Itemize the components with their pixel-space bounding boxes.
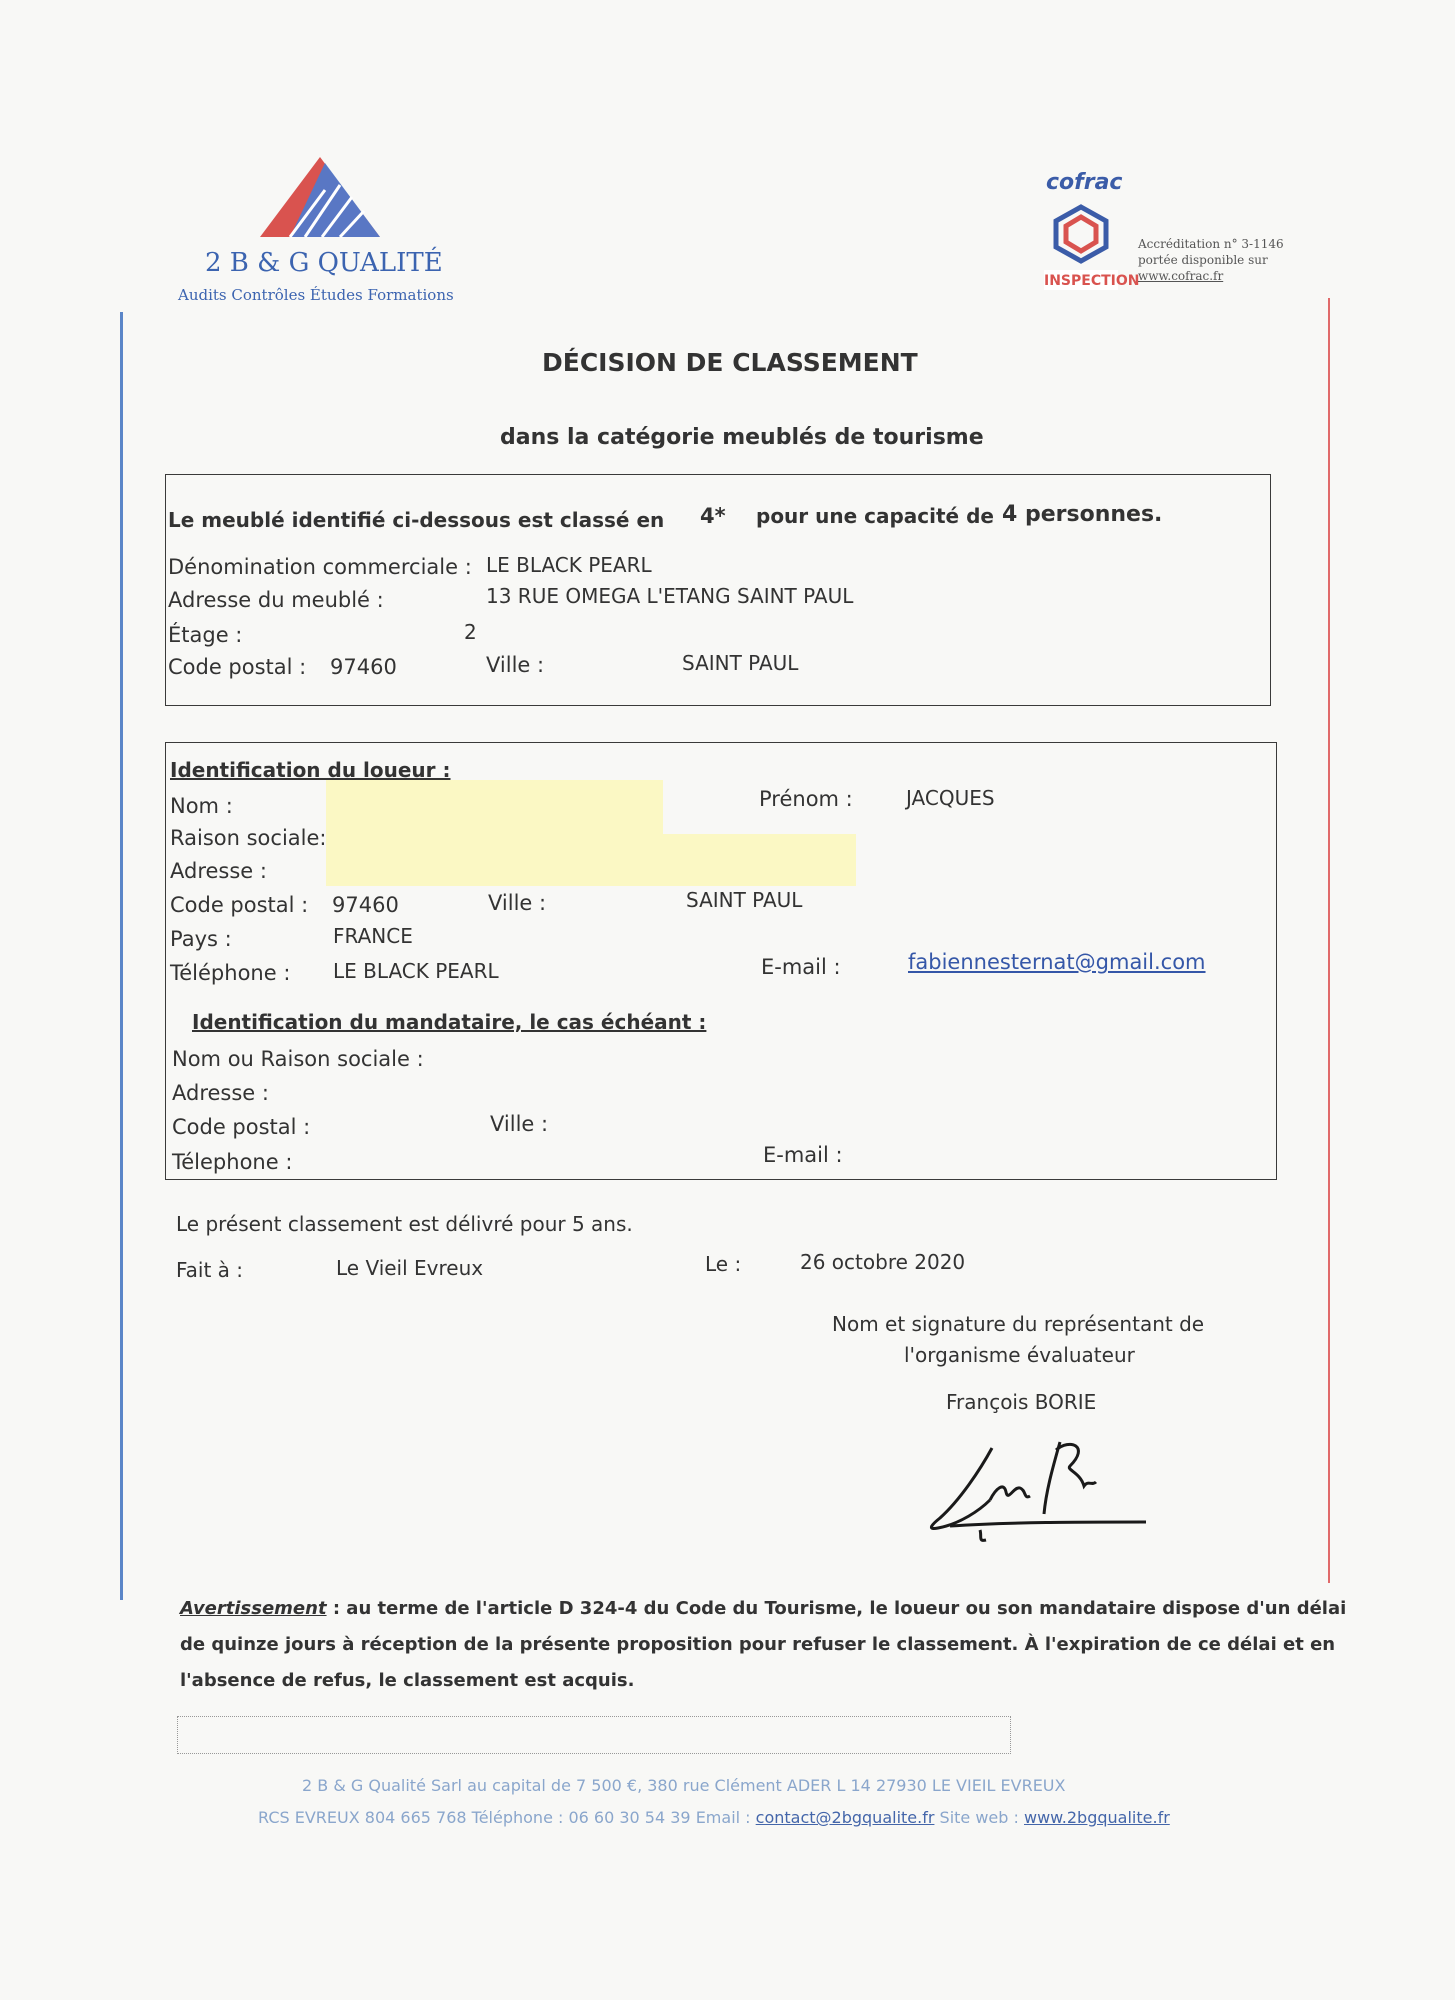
capacity-label: pour une capacité de [756, 504, 994, 528]
warning-line1 [180, 1598, 1346, 1619]
accreditation-link[interactable]: www.cofrac.fr [1138, 269, 1224, 283]
warning-text-1: : au terme de l'article D 324-4 du Code du Tourisme, le loueur ou son mandataire dispose d'un délai [326, 1598, 1347, 1619]
signatory-name: François BORIE [946, 1390, 1097, 1414]
agent-email-label: E-mail : [763, 1143, 843, 1167]
landlord-country-label: Pays : [170, 927, 232, 951]
triangle-logo-icon [250, 155, 390, 240]
cofrac-inspection-label: INSPECTION [1044, 273, 1140, 289]
footer-rcs-phone: RCS EVREUX 804 665 768 Téléphone : 06 60 30 54 39 Email : [258, 1808, 751, 1827]
footer-web-label: Site web : [939, 1808, 1019, 1827]
city-value: SAINT PAUL [682, 651, 799, 675]
agent-address-label: Adresse : [172, 1081, 269, 1105]
footer-line2 [258, 1808, 1170, 1827]
agent-city-label: Ville : [490, 1112, 549, 1136]
denomination-value: LE BLACK PEARL [486, 553, 652, 577]
cofrac-logo-text: cofrac [1046, 170, 1123, 195]
denomination-label: Dénomination commerciale : [168, 555, 472, 579]
landlord-email-label: E-mail : [761, 955, 841, 979]
landlord-address-label: Adresse : [170, 859, 267, 883]
cofrac-emblem-icon [1048, 203, 1114, 265]
warning-label: Avertissement [180, 1598, 327, 1619]
agent-postal-label: Code postal : [172, 1115, 311, 1139]
classification-lead: Le meublé identifié ci-dessous est classé en [168, 508, 665, 532]
warning-line3: l'absence de refus, le classement est acquis. [180, 1670, 635, 1691]
made-at-label: Fait à : [176, 1258, 244, 1282]
right-red-rule [1328, 298, 1330, 1583]
landlord-city-label: Ville : [488, 891, 547, 915]
floor-value: 2 [464, 620, 477, 644]
landlord-country-value: FRANCE [333, 924, 413, 948]
signature-caption-line1: Nom et signature du représentant de [832, 1312, 1205, 1336]
postal-label: Code postal : [168, 655, 307, 679]
postal-value: 97460 [330, 655, 397, 679]
landlord-company-label: Raison sociale: [170, 826, 327, 850]
page-subtitle: dans la catégorie meublés de tourisme [500, 425, 984, 450]
signature-caption-line2: l'organisme évaluateur [904, 1343, 1135, 1367]
floor-label: Étage : [168, 623, 243, 647]
handwritten-signature [920, 1430, 1150, 1550]
landlord-phone-label: Téléphone : [170, 961, 291, 985]
made-at-value: Le Vieil Evreux [336, 1256, 484, 1280]
warning-line2: de quinze jours à réception de la présente proposition pour refuser le classement. À l'expiration de ce délai et en [180, 1634, 1336, 1655]
footer-website-link[interactable]: www.2bgqualite.fr [1024, 1808, 1170, 1827]
city-label: Ville : [486, 653, 545, 677]
classification-stars: 4* [700, 504, 726, 528]
address-label: Adresse du meublé : [168, 588, 384, 612]
landlord-phone-value: LE BLACK PEARL [333, 959, 499, 983]
landlord-city-value: SAINT PAUL [686, 888, 803, 912]
page-title: DÉCISION DE CLASSEMENT [542, 348, 918, 377]
cofrac-inspection-band [1044, 270, 1140, 290]
landlord-firstname-value: JACQUES [906, 786, 995, 810]
landlord-firstname-label: Prénom : [759, 787, 853, 811]
agent-heading: Identification du mandataire, le cas échéant : [192, 1010, 707, 1034]
landlord-postal-label: Code postal : [170, 893, 309, 917]
landlord-heading: Identification du loueur : [170, 758, 451, 782]
accreditation-line2: portée disponible sur [1138, 253, 1268, 267]
capacity-value: 4 personnes. [1002, 502, 1163, 527]
left-blue-rule [120, 312, 123, 1600]
landlord-email-link[interactable]: fabiennesternat@gmail.com [908, 950, 1206, 974]
validity-text: Le présent classement est délivré pour 5 ans. [176, 1212, 633, 1236]
date-value: 26 octobre 2020 [800, 1250, 966, 1274]
landlord-name-label: Nom : [170, 794, 233, 818]
company-name: 2 B & G QUALITÉ [205, 248, 443, 278]
footer-line1: 2 B & G Qualité Sarl au capital de 7 500 €, 380 rue Clément ADER L 14 27930 LE VIEIL EVREUX [302, 1776, 1066, 1795]
accreditation-line1: Accréditation n° 3-1146 [1138, 237, 1284, 251]
redaction-address [326, 834, 856, 886]
company-tagline: Audits Contrôles Études Formations [178, 286, 454, 304]
address-value: 13 RUE OMEGA L'ETANG SAINT PAUL [486, 584, 854, 608]
company-logo [250, 155, 390, 240]
landlord-postal-value: 97460 [332, 893, 399, 917]
footer-email-link[interactable]: contact@2bgqualite.fr [755, 1808, 935, 1827]
dotted-placeholder-box [177, 1716, 1011, 1754]
date-label: Le : [705, 1252, 742, 1276]
agent-name-label: Nom ou Raison sociale : [172, 1047, 424, 1071]
agent-phone-label: Télephone : [172, 1150, 293, 1174]
